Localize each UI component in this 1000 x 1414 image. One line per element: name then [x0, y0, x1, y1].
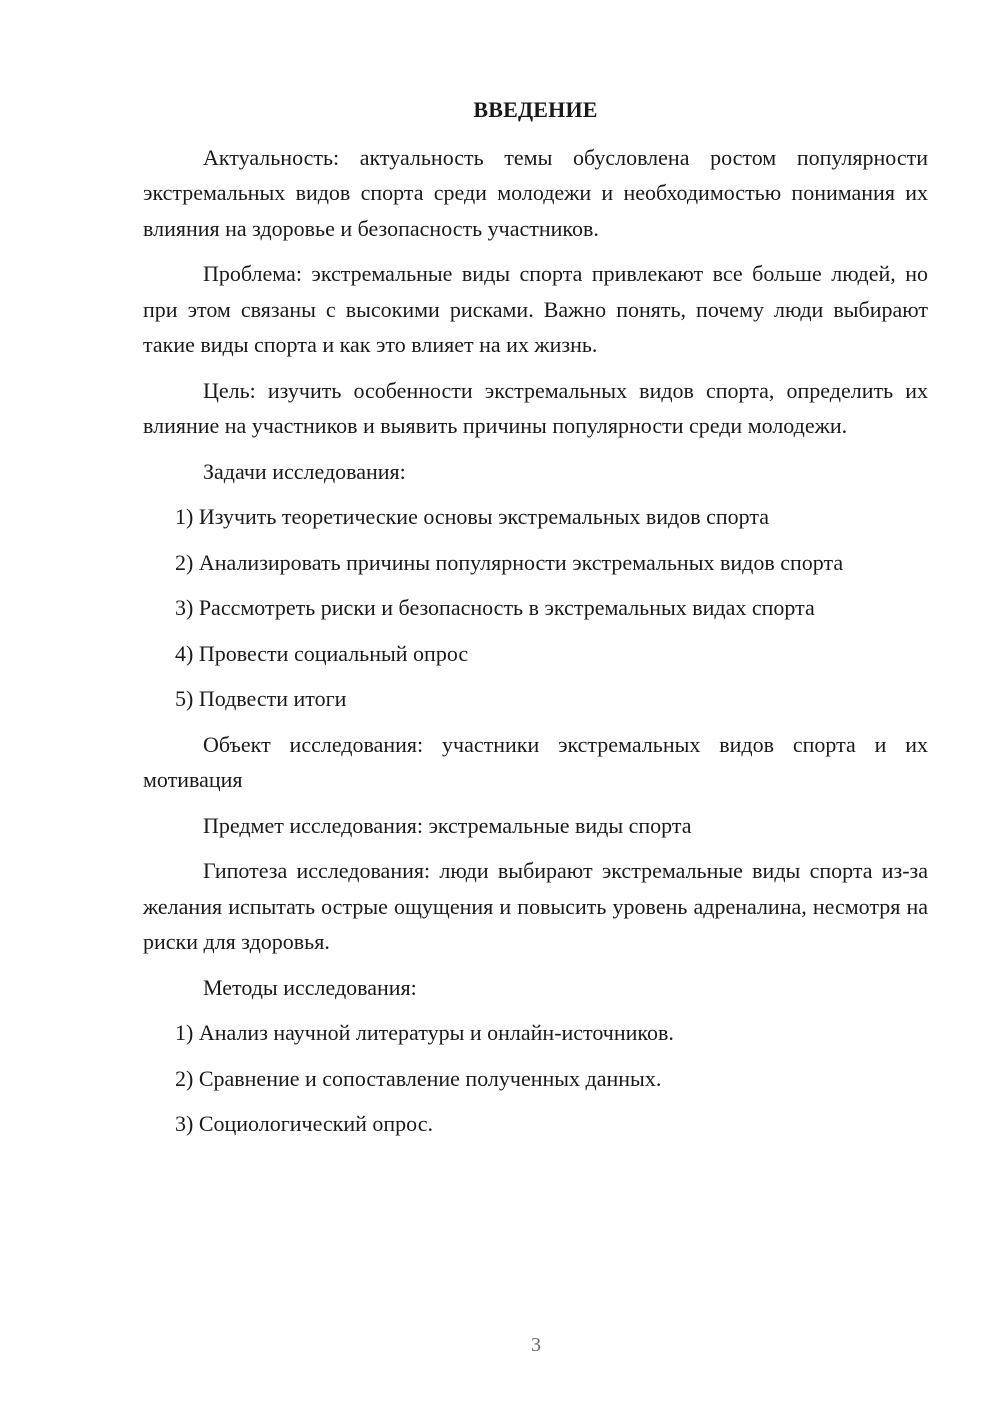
page-number: 3: [531, 1334, 541, 1356]
page-title: ВВЕДЕНИЕ: [473, 97, 598, 122]
list-item-method-1: 1) Анализ научной литературы и онлайн-источников.: [175, 1020, 674, 1045]
list-item-task-4: 4) Провести социальный опрос: [175, 640, 469, 666]
paragraph-goal: Цель: изучить особенности экстремальных видов спорта, определить их влияние на участников и выявить причины популярности среди молодежи.: [143, 377, 928, 438]
list-item-task-3: 3) Рассмотреть риски и безопасность в экстремальных видах спорта: [175, 595, 815, 620]
paragraph-relevance: Актуальность: актуальность темы обусловлена ростом популярности экстремальных видов спорта среди молодежи и необходимостью понимания их влияния на здоровье и безопасность участников.: [143, 144, 928, 241]
paragraph-object: Объект исследования: участники экстремальных видов спорта и их мотивация: [143, 731, 928, 792]
paragraph-methods-heading: Методы исследования:: [203, 974, 417, 1000]
list-item-task-5: 5) Подвести итоги: [175, 686, 347, 711]
document-page: [143, 92, 928, 1152]
list-item-task-2: 2) Анализировать причины популярности экстремальных видов спорта: [175, 549, 844, 575]
paragraph-hypothesis: Гипотеза исследования: люди выбирают экстремальные виды спорта из-за желания испытать острые ощущения и повысить уровень адреналина, несмотря на риски для здоровья.: [143, 858, 928, 954]
paragraph-subject: Предмет исследования: экстремальные виды спорта: [203, 812, 692, 838]
list-item-method-3: 3) Социологический опрос.: [175, 1111, 433, 1136]
paragraph-tasks-heading: Задачи исследования:: [203, 458, 406, 484]
paragraph-problem: Проблема: экстремальные виды спорта привлекают все больше людей, но при этом связаны с высокими рисками. Важно понять, почему люди выбирают такие виды спорта и как это влияет на их жизнь.: [143, 261, 928, 357]
list-item-task-1: 1) Изучить теоретические основы экстремальных видов спорта: [175, 504, 770, 529]
list-item-method-2: 2) Сравнение и сопоставление полученных данных.: [175, 1065, 662, 1091]
